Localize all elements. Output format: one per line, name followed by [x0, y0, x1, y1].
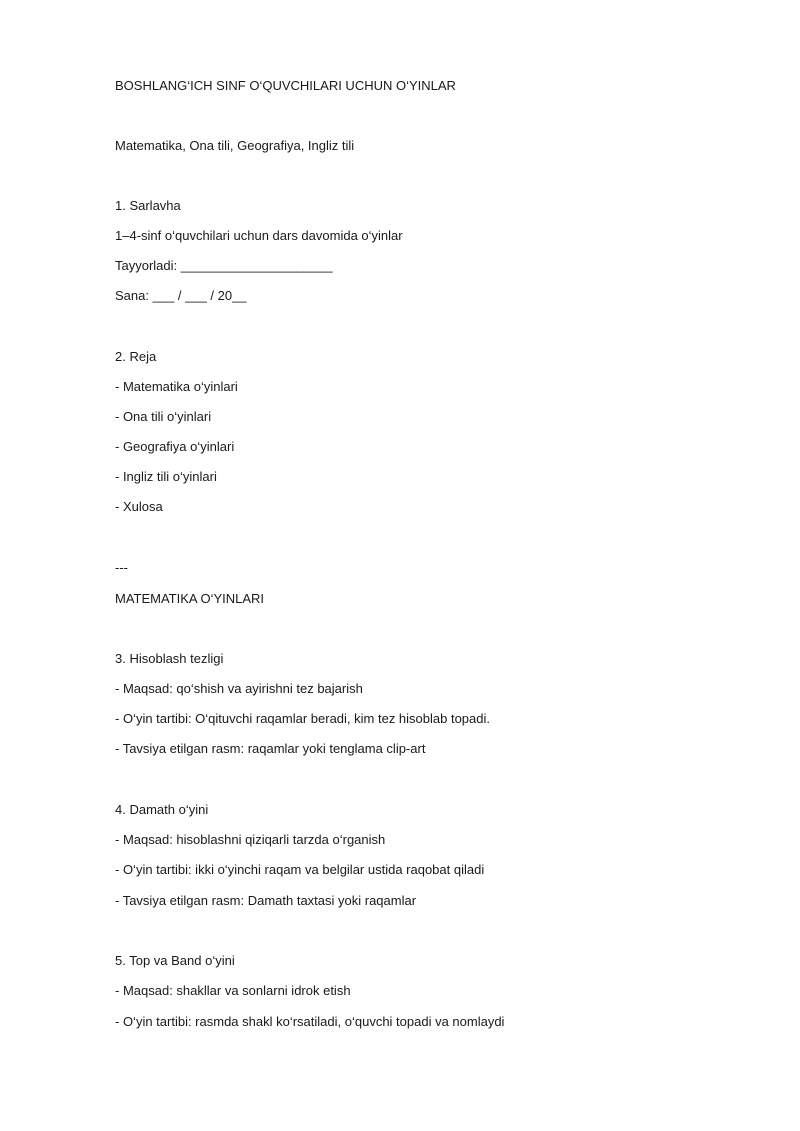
plan-item: - Xulosa	[115, 499, 163, 514]
section-heading-top-va-band: 5. Top va Band o‘yini	[115, 953, 235, 968]
plan-item: - Ingliz tili o‘yinlari	[115, 469, 217, 484]
plan-item: - Geografiya o‘yinlari	[115, 439, 235, 454]
section-heading-reja: 2. Reja	[115, 349, 157, 364]
separator: ---	[115, 560, 128, 575]
game-detail-line: - Maqsad: qo‘shish va ayirishni tez bajarish	[115, 681, 363, 696]
game-detail-line: - O‘yin tartibi: ikki o‘yinchi raqam va belgilar ustida raqobat qiladi	[115, 862, 485, 877]
section-heading-sarlavha: 1. Sarlavha	[115, 198, 181, 213]
plan-item: - Matematika o‘yinlari	[115, 379, 238, 394]
date-field: Sana: ___ / ___ / 20__	[115, 288, 247, 303]
game-detail-line: - Tavsiya etilgan rasm: Damath taxtasi yoki raqamlar	[115, 893, 417, 908]
game-detail-line: - Tavsiya etilgan rasm: raqamlar yoki tenglama clip-art	[115, 741, 426, 756]
game-detail-line: - O‘yin tartibi: rasmda shakl ko‘rsatiladi, o‘quvchi topadi va nomlaydi	[115, 1014, 505, 1029]
section-heading-matematika: MATEMATIKA O‘YINLARI	[115, 591, 265, 606]
section-heading-hisoblash: 3. Hisoblash tezligi	[115, 651, 224, 666]
prepared-by-field: Tayyorladi: _____________________	[115, 258, 333, 273]
subtitle-line: 1–4-sinf o‘quvchilari uchun dars davomida o‘yinlar	[115, 228, 403, 243]
document-title: BOSHLANG‘ICH SINF O‘QUVCHILARI UCHUN O‘YINLAR	[115, 78, 456, 93]
plan-item: - Ona tili o‘yinlari	[115, 409, 212, 424]
game-detail-line: - O‘yin tartibi: O‘qituvchi raqamlar beradi, kim tez hisoblab topadi.	[115, 711, 490, 726]
section-heading-damath: 4. Damath o‘yini	[115, 802, 209, 817]
game-detail-line: - Maqsad: hisoblashni qiziqarli tarzda o‘rganish	[115, 832, 386, 847]
game-detail-line: - Maqsad: shakllar va sonlarni idrok etish	[115, 983, 351, 998]
subjects-line: Matematika, Ona tili, Geografiya, Ingliz tili	[115, 138, 355, 153]
